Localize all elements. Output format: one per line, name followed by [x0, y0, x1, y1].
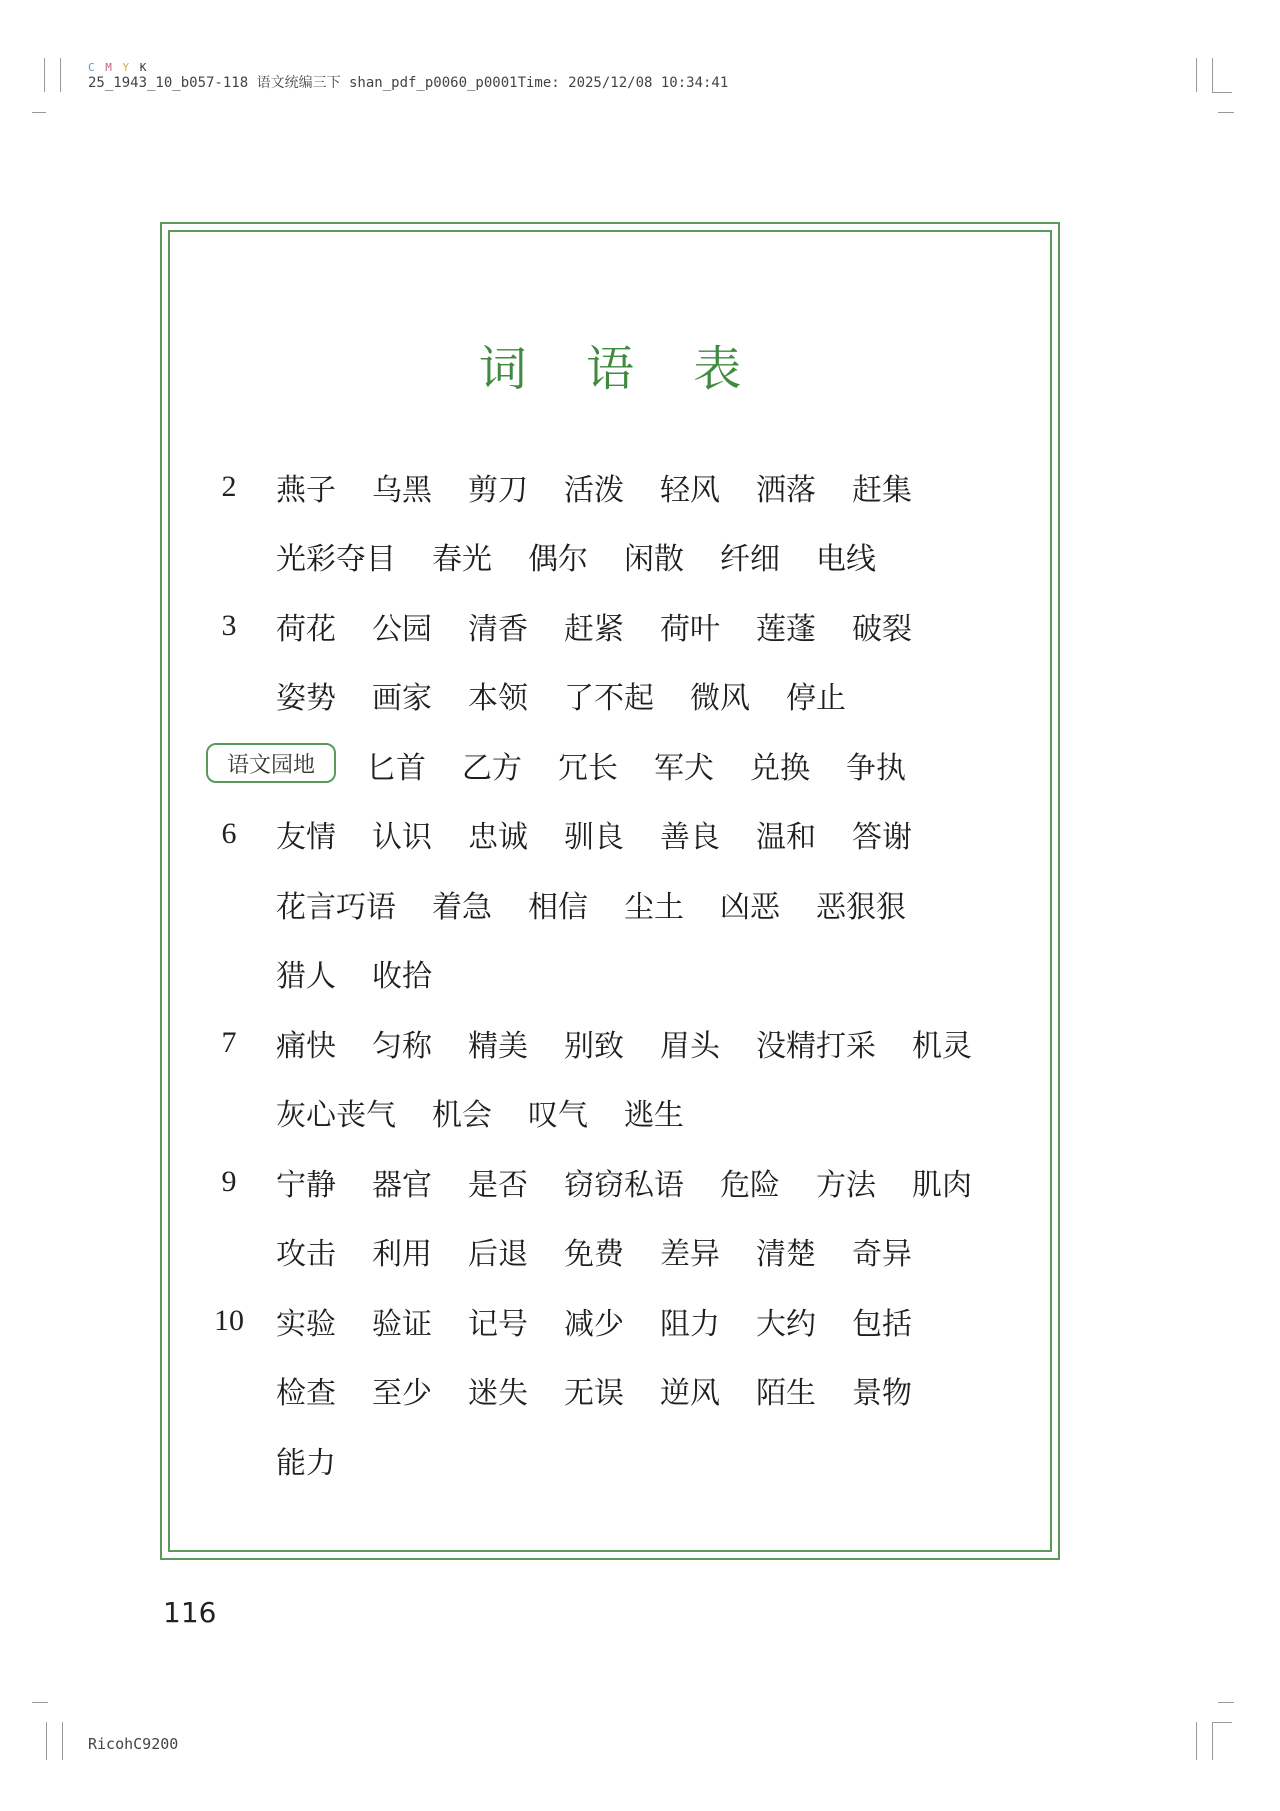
vocabulary-word: 无误: [564, 1376, 624, 1412]
vocabulary-row: [206, 939, 1030, 1009]
vocabulary-word: 器官: [372, 1167, 432, 1203]
vocabulary-row: [206, 1147, 1030, 1217]
vocabulary-word: 停止: [786, 681, 846, 717]
vocabulary-word: 燕子: [276, 472, 336, 508]
vocabulary-row: [206, 1425, 1030, 1495]
vocabulary-word: 活泼: [564, 472, 624, 508]
vocabulary-word: 荷叶: [660, 611, 720, 647]
vocabulary-row: [206, 1356, 1030, 1426]
word-group: [276, 882, 942, 926]
vocabulary-word: 尘土: [624, 889, 684, 925]
vocabulary-word: 收拾: [372, 959, 432, 995]
vocabulary-row: [206, 522, 1030, 592]
vocabulary-word: 军犬: [654, 750, 714, 786]
lesson-number: 10: [214, 1303, 244, 1337]
vocabulary-word: 剪刀: [468, 472, 528, 508]
word-group: [276, 1299, 948, 1343]
word-group: [276, 812, 948, 856]
cmyk-m: M: [105, 61, 114, 74]
crop-mark: [1196, 58, 1197, 92]
vocabulary-row: [206, 730, 1030, 800]
lesson-number: 7: [221, 1025, 237, 1059]
vocabulary-row: [206, 800, 1030, 870]
vocabulary-word: 匀称: [372, 1028, 432, 1064]
vocabulary-word: 差异: [660, 1237, 720, 1273]
crop-mark: [1196, 1722, 1197, 1760]
lesson-number: 3: [221, 608, 237, 642]
vocabulary-word: 大约: [756, 1306, 816, 1342]
vocabulary-word: 冗长: [558, 750, 618, 786]
vocabulary-word: 机灵: [912, 1028, 972, 1064]
vocabulary-word: 免费: [564, 1237, 624, 1273]
vocabulary-word: 闲散: [624, 542, 684, 578]
vocabulary-word: 包括: [852, 1306, 912, 1342]
vocabulary-word: 春光: [432, 542, 492, 578]
lesson-number: 9: [221, 1164, 237, 1198]
vocabulary-frame: [160, 222, 1060, 1560]
vocabulary-word: 景物: [852, 1376, 912, 1412]
cmyk-y: Y: [122, 61, 132, 74]
vocabulary-row: [206, 1286, 1030, 1356]
vocabulary-word: 争执: [846, 750, 906, 786]
vocabulary-word: 迷失: [468, 1376, 528, 1412]
vocabulary-frame-inner: [168, 230, 1052, 1552]
vocabulary-word: 电线: [816, 542, 876, 578]
word-group: [276, 534, 912, 578]
vocabulary-word: 友情: [276, 820, 336, 856]
vocabulary-word: 轻风: [660, 472, 720, 508]
vocabulary-word: 检查: [276, 1376, 336, 1412]
word-group: [276, 1438, 372, 1482]
vocabulary-word: 花言巧语: [276, 889, 396, 925]
vocabulary-word: 莲蓬: [756, 611, 816, 647]
vocabulary-word: 眉头: [660, 1028, 720, 1064]
crop-mark: [60, 58, 61, 92]
vocabulary-word: 阻力: [660, 1306, 720, 1342]
vocabulary-word: 能力: [276, 1445, 336, 1481]
vocabulary-word: 偶尔: [528, 542, 588, 578]
vocabulary-word: 纤细: [720, 542, 780, 578]
vocabulary-word: 清香: [468, 611, 528, 647]
vocabulary-word: 本领: [468, 681, 528, 717]
vocabulary-word: 公园: [372, 611, 432, 647]
vocabulary-word: 乙方: [462, 750, 522, 786]
vocabulary-word: 善良: [660, 820, 720, 856]
vocabulary-word: 痛快: [276, 1028, 336, 1064]
cmyk-marks: [88, 62, 728, 73]
vocabulary-word: 清楚: [756, 1237, 816, 1273]
vocabulary-word: 赶集: [852, 472, 912, 508]
print-info: [88, 62, 728, 90]
page-number: 116: [163, 1596, 217, 1629]
crop-mark: [62, 1722, 63, 1760]
vocabulary-word: 别致: [564, 1028, 624, 1064]
vocabulary-word: 微风: [690, 681, 750, 717]
vocabulary-word: 忠诚: [468, 820, 528, 856]
vocabulary-word: 至少: [372, 1376, 432, 1412]
vocabulary-word: 奇异: [852, 1237, 912, 1273]
vocabulary-word: 温和: [756, 820, 816, 856]
vocabulary-row: [206, 452, 1030, 522]
word-group: [276, 1090, 720, 1134]
vocabulary-word: 记号: [468, 1306, 528, 1342]
section-badge: 语文园地: [206, 743, 336, 783]
printer-label: RicohC9200: [88, 1735, 179, 1753]
vocabulary-word: 减少: [564, 1306, 624, 1342]
vocabulary-word: 宁静: [276, 1167, 336, 1203]
vocabulary-word: 精美: [468, 1028, 528, 1064]
vocabulary-word: 破裂: [852, 611, 912, 647]
crop-mark: [32, 112, 46, 113]
crop-mark: [1218, 112, 1234, 113]
vocabulary-word: 攻击: [276, 1237, 336, 1273]
vocabulary-word: 相信: [528, 889, 588, 925]
vocabulary-word: 猎人: [276, 959, 336, 995]
crop-mark: [1212, 1722, 1232, 1723]
vocabulary-word: 实验: [276, 1306, 336, 1342]
vocabulary-row: [206, 591, 1030, 661]
vocabulary-word: 验证: [372, 1306, 432, 1342]
crop-mark: [1218, 1702, 1234, 1703]
vocabulary-word: 画家: [372, 681, 432, 717]
vocabulary-word: 机会: [432, 1098, 492, 1134]
crop-mark: [1212, 92, 1232, 93]
word-group: [366, 743, 942, 787]
vocabulary-word: 姿势: [276, 681, 336, 717]
vocabulary-row: [206, 661, 1030, 731]
crop-mark: [1212, 58, 1213, 92]
page-title: 词 语 表: [478, 341, 764, 397]
vocabulary-word: 驯良: [564, 820, 624, 856]
vocabulary-word: 窃窃私语: [564, 1167, 684, 1203]
crop-mark: [44, 58, 45, 92]
word-group: [276, 465, 948, 509]
vocabulary-word: 答谢: [852, 820, 912, 856]
vocabulary-word: 叹气: [528, 1098, 588, 1134]
vocabulary-word: 乌黑: [372, 472, 432, 508]
vocabulary-word: 荷花: [276, 611, 336, 647]
lesson-number: 6: [221, 817, 237, 851]
vocabulary-word: 着急: [432, 889, 492, 925]
vocabulary-word: 了不起: [564, 681, 654, 717]
lesson-number: 2: [221, 469, 237, 503]
vocabulary-word: 利用: [372, 1237, 432, 1273]
vocabulary-word: 光彩夺目: [276, 542, 396, 578]
crop-mark: [46, 1722, 47, 1760]
vocabulary-word: 兑换: [750, 750, 810, 786]
vocabulary-word: 恶狠狠: [816, 889, 906, 925]
vocabulary-word: 没精打采: [756, 1028, 876, 1064]
cmyk-k: K: [139, 61, 149, 74]
vocabulary-word: 后退: [468, 1237, 528, 1273]
cmyk-c: C: [88, 61, 97, 74]
word-group: [276, 1160, 1008, 1204]
vocabulary-word: 认识: [372, 820, 432, 856]
vocabulary-word: 危险: [720, 1167, 780, 1203]
print-info-line: 25_1943_10_b057-118 语文统编三下 shan_pdf_p0060_p0001Time: 2025/12/08 10:34:41: [88, 75, 729, 91]
word-group: [276, 1368, 948, 1412]
vocabulary-row: [206, 1078, 1030, 1148]
crop-mark: [32, 1702, 48, 1703]
word-group: [276, 604, 948, 648]
vocabulary-word: 肌肉: [912, 1167, 972, 1203]
vocabulary-word: 方法: [816, 1167, 876, 1203]
vocabulary-row: [206, 1008, 1030, 1078]
word-group: [276, 1229, 948, 1273]
vocabulary-word: 洒落: [756, 472, 816, 508]
vocabulary-word: 陌生: [756, 1376, 816, 1412]
vocabulary-word: 赶紧: [564, 611, 624, 647]
vocabulary-word: 是否: [468, 1167, 528, 1203]
vocabulary-list: [206, 452, 1030, 1495]
vocabulary-row: [206, 1217, 1030, 1287]
vocabulary-word: 灰心丧气: [276, 1098, 396, 1134]
vocabulary-word: 凶恶: [720, 889, 780, 925]
vocabulary-row: [206, 869, 1030, 939]
word-group: [276, 951, 468, 995]
word-group: [276, 1021, 1008, 1065]
crop-mark: [1212, 1722, 1213, 1760]
vocabulary-word: 逆风: [660, 1376, 720, 1412]
vocabulary-word: 逃生: [624, 1098, 684, 1134]
vocabulary-word: 匕首: [366, 750, 426, 786]
word-group: [276, 673, 882, 717]
